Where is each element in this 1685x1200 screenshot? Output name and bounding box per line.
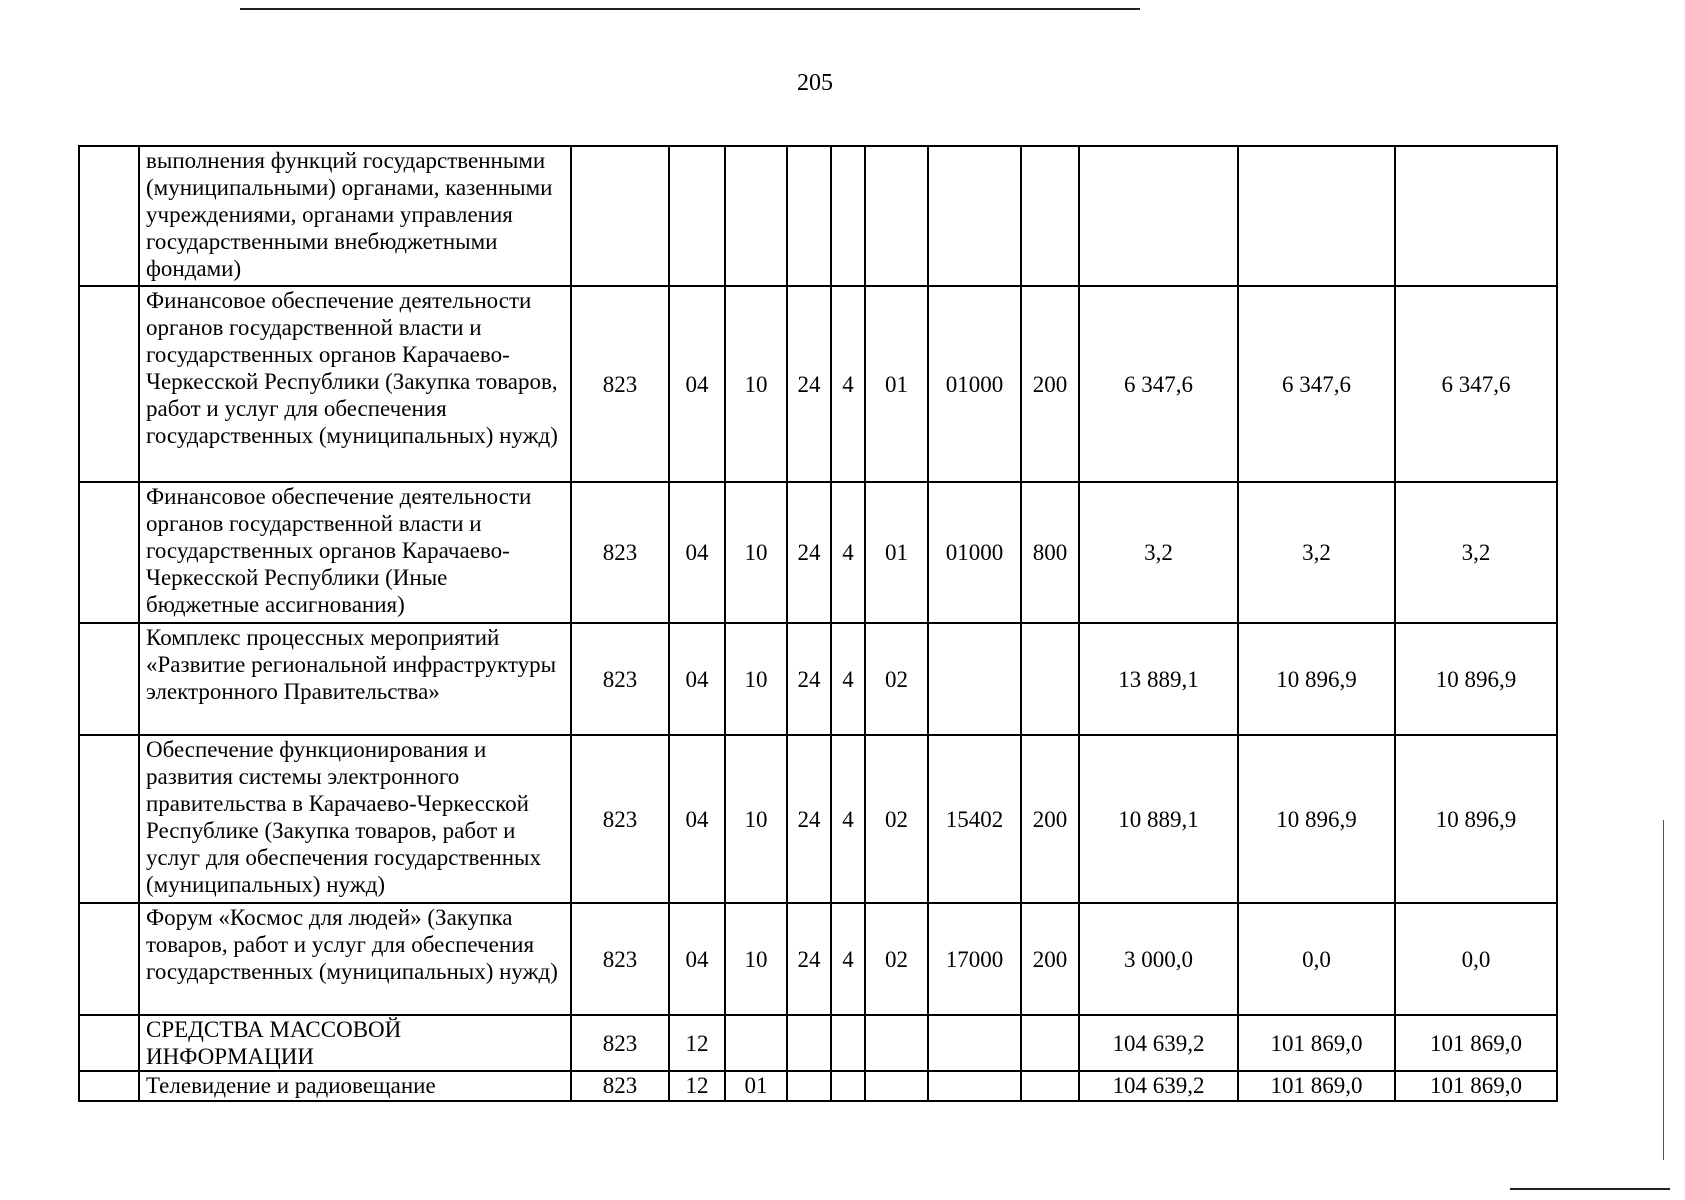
program-type-cell: 4 [831, 286, 865, 482]
scan-mark-right [1663, 820, 1664, 1160]
item-name-cell: Телевидение и радиовещание [139, 1071, 571, 1101]
ministry-code-cell: 823 [571, 286, 669, 482]
direction-code-cell: 01000 [928, 482, 1021, 623]
subsection-code-cell: 10 [725, 735, 787, 903]
subsection-code-cell: 10 [725, 623, 787, 735]
amount-year2-cell: 0,0 [1238, 903, 1395, 1015]
section-code-cell: 04 [669, 286, 725, 482]
amount-year3-cell: 0,0 [1395, 903, 1557, 1015]
program-code-cell: 24 [787, 903, 831, 1015]
amount-year1-cell: 6 347,6 [1079, 286, 1238, 482]
subprogram-code-cell: 01 [865, 482, 928, 623]
amount-year2-cell: 101 869,0 [1238, 1071, 1395, 1101]
program-code-cell: 24 [787, 482, 831, 623]
subprogram-code-cell: 01 [865, 286, 928, 482]
direction-code-cell: 01000 [928, 286, 1021, 482]
expense-type-cell: 200 [1021, 735, 1079, 903]
subsection-code-cell: 10 [725, 903, 787, 1015]
amount-year1-cell: 104 639,2 [1079, 1015, 1238, 1071]
item-name-cell: Форум «Космос для людей» (Закупка товаров, работ и услуг для обеспечения государственных (муниципальных) нужд) [139, 903, 571, 1015]
section-code-cell: 04 [669, 903, 725, 1015]
expense-type-cell [1021, 623, 1079, 735]
expense-type-cell: 200 [1021, 903, 1079, 1015]
amount-year1-cell: 13 889,1 [1079, 623, 1238, 735]
direction-code-cell [928, 623, 1021, 735]
amount-year3-cell: 3,2 [1395, 482, 1557, 623]
expense-type-cell [1021, 1071, 1079, 1101]
table-row [79, 623, 1557, 735]
table-row [79, 146, 1557, 286]
amount-year1-cell: 3 000,0 [1079, 903, 1238, 1015]
amount-year2-cell: 101 869,0 [1238, 1015, 1395, 1071]
program-code-cell: 24 [787, 735, 831, 903]
direction-code-cell [928, 1071, 1021, 1101]
program-type-cell: 4 [831, 623, 865, 735]
section-code-cell: 12 [669, 1015, 725, 1071]
row-number-cell [79, 735, 139, 903]
amount-year1-cell: 10 889,1 [1079, 735, 1238, 903]
scan-edge-bottom [1510, 1188, 1670, 1190]
section-name-cell: СРЕДСТВА МАССОВОЙ ИНФОРМАЦИИ [139, 1015, 571, 1071]
subsection-code-cell: 01 [725, 1071, 787, 1101]
ministry-code-cell: 823 [571, 623, 669, 735]
ministry-code-cell: 823 [571, 735, 669, 903]
direction-code-cell [928, 1015, 1021, 1071]
subsection-code-cell [725, 1015, 787, 1071]
program-type-cell: 4 [831, 735, 865, 903]
page-number: 205 [797, 70, 833, 96]
table-row [79, 735, 1557, 903]
row-number-cell [79, 482, 139, 623]
row-number-cell [79, 146, 139, 286]
amount-year3-cell: 6 347,6 [1395, 286, 1557, 482]
table-row [79, 286, 1557, 482]
item-name-cell: Обеспечение функционирования и развития системы электронного правительства в Карачаево-Черкесской Республике (Закупка товаров, работ и услуг для обеспечения государственных (муниципальных) нужд) [139, 735, 571, 903]
section-code-cell: 04 [669, 623, 725, 735]
ministry-code-cell: 823 [571, 1071, 669, 1101]
amount-year2-cell: 6 347,6 [1238, 286, 1395, 482]
direction-code-cell: 17000 [928, 903, 1021, 1015]
ministry-code-cell: 823 [571, 482, 669, 623]
subprogram-code-cell [865, 1071, 928, 1101]
amount-year2-cell [1238, 146, 1395, 286]
amount-year3-cell: 10 896,9 [1395, 735, 1557, 903]
item-name-cell: Комплекс процессных мероприятий «Развитие региональной инфраструктуры электронного Правительства» [139, 623, 571, 735]
section-code-cell: 04 [669, 482, 725, 623]
row-number-cell [79, 1015, 139, 1071]
row-number-cell [79, 903, 139, 1015]
scan-edge-top [240, 8, 1140, 10]
program-type-cell: 4 [831, 903, 865, 1015]
row-number-cell [79, 286, 139, 482]
subprogram-code-cell: 02 [865, 735, 928, 903]
table-row [79, 903, 1557, 1015]
program-type-cell [831, 1071, 865, 1101]
direction-code-cell: 15402 [928, 735, 1021, 903]
subprogram-code-cell: 02 [865, 903, 928, 1015]
table-row [79, 482, 1557, 623]
subprogram-code-cell: 02 [865, 623, 928, 735]
amount-year3-cell [1395, 146, 1557, 286]
row-number-cell [79, 1071, 139, 1101]
amount-year3-cell: 101 869,0 [1395, 1071, 1557, 1101]
table-row [79, 1015, 1557, 1071]
section-code-cell [669, 146, 725, 286]
program-type-cell [831, 146, 865, 286]
ministry-code-cell: 823 [571, 903, 669, 1015]
amount-year2-cell: 3,2 [1238, 482, 1395, 623]
expense-type-cell [1021, 1015, 1079, 1071]
program-code-cell [787, 146, 831, 286]
program-type-cell: 4 [831, 482, 865, 623]
ministry-code-cell [571, 146, 669, 286]
item-name-cell: Финансовое обеспечение деятельности органов государственной власти и государственных органов Карачаево-Черкесской Республики (Закупка товаров, работ и услуг для обеспечения государственных (муниципальных) нужд) [139, 286, 571, 482]
table-row [79, 1071, 1557, 1101]
amount-year2-cell: 10 896,9 [1238, 735, 1395, 903]
subsection-code-cell: 10 [725, 482, 787, 623]
subprogram-code-cell [865, 146, 928, 286]
subsection-code-cell: 10 [725, 286, 787, 482]
amount-year3-cell: 101 869,0 [1395, 1015, 1557, 1071]
program-code-cell [787, 1071, 831, 1101]
subprogram-code-cell [865, 1015, 928, 1071]
budget-table [78, 145, 1558, 1102]
item-name-cell: выполнения функций государственными (муниципальными) органами, казенными учреждениями, органами управления государственными внебюджетными фондами) [139, 146, 571, 286]
section-code-cell: 04 [669, 735, 725, 903]
subsection-code-cell [725, 146, 787, 286]
direction-code-cell [928, 146, 1021, 286]
program-code-cell [787, 1015, 831, 1071]
amount-year1-cell: 104 639,2 [1079, 1071, 1238, 1101]
row-number-cell [79, 623, 139, 735]
ministry-code-cell: 823 [571, 1015, 669, 1071]
amount-year3-cell: 10 896,9 [1395, 623, 1557, 735]
expense-type-cell [1021, 146, 1079, 286]
section-code-cell: 12 [669, 1071, 725, 1101]
expense-type-cell: 800 [1021, 482, 1079, 623]
program-code-cell: 24 [787, 286, 831, 482]
amount-year1-cell: 3,2 [1079, 482, 1238, 623]
item-name-cell: Финансовое обеспечение деятельности органов государственной власти и государственных органов Карачаево-Черкесской Республики (Иные бюджетные ассигнования) [139, 482, 571, 623]
amount-year1-cell [1079, 146, 1238, 286]
amount-year2-cell: 10 896,9 [1238, 623, 1395, 735]
expense-type-cell: 200 [1021, 286, 1079, 482]
program-type-cell [831, 1015, 865, 1071]
program-code-cell: 24 [787, 623, 831, 735]
